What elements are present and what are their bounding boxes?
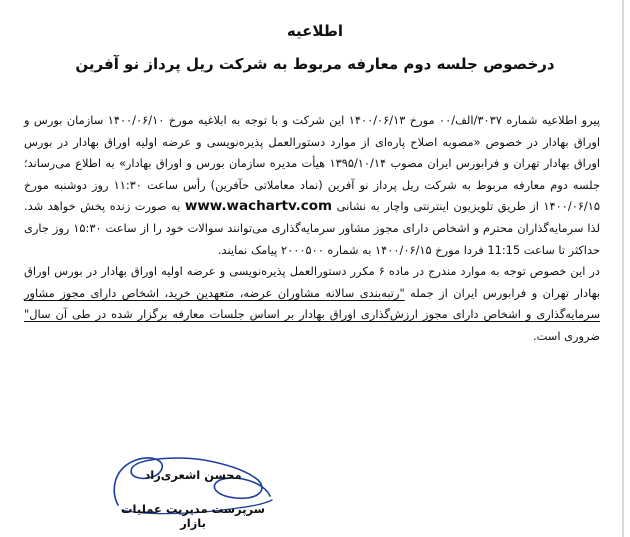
notice-paragraph-2 — [24, 261, 600, 347]
notice-subtitle: درخصوص جلسه دوم معارفه مربوط به شرکت ریل پرداز نو آفرین — [75, 55, 555, 73]
paragraph-2-text-end: ضروری است. — [532, 328, 600, 343]
notice-paragraph-1 — [24, 110, 600, 261]
paragraph-1-text-end: به صورت زنده پخش خواهد شد. لذا سرمایه‌گذاران محترم و اشخاص دارای مجوز مشاور سرمایه‌گذاری می‌توانند سوالات خود را از ساعت ۱۵:۳۰ روز جاری حداکثر تا ساعت 11:15 فردا مورخ ۱۴۰۰/۰۶/۱۵ به شماره ۲۰۰۰۵۰۰ پیامک نمایند. — [24, 199, 601, 257]
paragraph-2-underlined-text: "رتبه‌بندی سالانه مشاوران عرضه، متعهدین خرید، اشخاص دارای مجوز مشاور سرمایه‌گذاری و اشخاص دارای مجوز ارزش‌گذاری اوراق بهادار بر اساس جلسات معارفه برگزار شده در طی آن سال" — [24, 285, 600, 322]
signature-block — [108, 458, 278, 528]
notice-title: اطلاعیه — [286, 22, 344, 40]
page-edge-line — [622, 0, 624, 537]
signatory-role: سرپرست مدیریت عملیات بازار — [121, 502, 265, 530]
paragraph-2-text-start: در این خصوص توجه به موارد مندرج در ماده ۶ مکرر دستورالعمل پذیره‌نویسی و عرضه اولیه اوراق بهادار در بورس اوراق بهادار تهران و فرابورس ایران از جمله — [24, 264, 601, 300]
paragraph-1-text-start: پیرو اطلاعیه شماره ۳۰۳۷/الف/۰۰ مورخ ۱۴۰۰/۰۶/۱۳ این شرکت و با توجه به ابلاغیه مورخ ۱۴۰۰/۰۶/۱۰ سازمان بورس و اوراق بهادار در خصوص «مصوبه اصلاح پاره‌ای از موارد دستورالعمل پذیره‌نویسی و عرضه اولیه اوراق بهادار در بورس اوراق بهادار تهران و فرابورس ایران مصوب ۱۳۹۵/۱۰/۱۴ هیأت مدیره سازمان بورس و اوراق بهادار» به اطلاع می‌رساند؛ جلسه دوم معارفه مربوط به شرکت ریل پرداز نو آفرین (نماد معاملاتی حآفرین) رأس ساعت ۱۱:۳۰ روز دوشنبه مورخ ۱۴۰۰/۰۶/۱۵ از طریق تلویزیون اینترنتی واچار به نشانی — [24, 113, 601, 214]
notice-body — [24, 110, 600, 348]
signatory-name: محسن اشعری‌زاد — [144, 468, 242, 482]
broadcast-url: www.wachartv.com — [184, 198, 333, 215]
